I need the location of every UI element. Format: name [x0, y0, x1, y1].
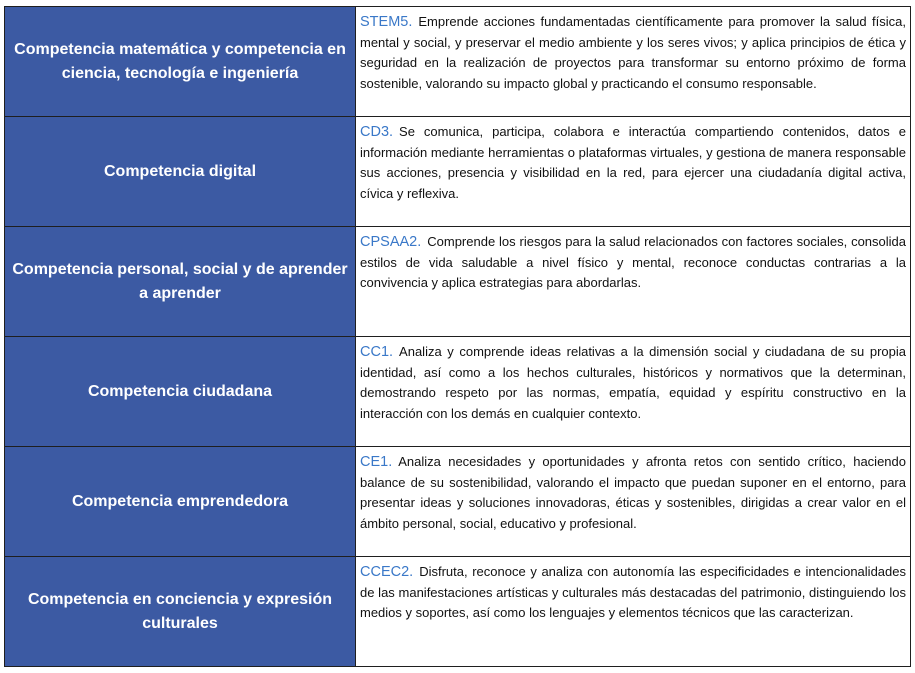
- descriptor-cell: [356, 117, 910, 226]
- competencia-label: Competencia digital: [5, 117, 356, 226]
- table-row: [5, 337, 910, 447]
- descriptor-code: CD3.: [360, 124, 394, 140]
- descriptor-text: Se comunica, participa, colabora e interactúa compartiendo contenidos, datos e información mediante herramientas o plataformas virtuales, y gestiona de manera responsable sus acciones, presencia y visibilidad en la red, para ejercer una ciudadanía digital activa, cívica y reflexiva.: [360, 124, 906, 201]
- descriptor-code: CE1.: [360, 454, 393, 470]
- descriptor-cell: [356, 7, 910, 116]
- competencias-table: [4, 6, 911, 667]
- competencia-label: Competencia personal, social y de aprender a aprender: [5, 227, 356, 336]
- descriptor-text: Emprende acciones fundamentadas científicamente para promover la salud física, mental y social, y preservar el medio ambiente y los seres vivos; y aplica principios de ética y seguridad en la realización de proyectos para transformar su entorno próximo de forma sostenible, valorando su impacto global y practicando el consumo responsable.: [360, 14, 906, 91]
- competencia-label: Competencia ciudadana: [5, 337, 356, 446]
- descriptor-text: Disfruta, reconoce y analiza con autonomía las especificidades e intencionalidades de las manifestaciones artísticas y culturales más destacadas del patrimonio, distinguiendo los medios y soportes, así como los lenguajes y elementos técnicos que las caracterizan.: [360, 564, 906, 620]
- table-row: [5, 7, 910, 117]
- descriptor-text: Comprende los riesgos para la salud relacionados con factores sociales, consolida estilos de vida saludable a nivel físico y mental, reconoce conductas contrarias a la convivencia y aplica estrategias para abordarlas.: [360, 234, 906, 290]
- descriptor-code: CC1.: [360, 344, 394, 360]
- descriptor-code: CPSAA2.: [360, 234, 422, 250]
- table-row: [5, 557, 910, 666]
- competencia-label: Competencia en conciencia y expresión culturales: [5, 557, 356, 666]
- table-row: [5, 117, 910, 227]
- descriptor-text: Analiza y comprende ideas relativas a la dimensión social y ciudadana de su propia identidad, así como a los hechos culturales, históricos y normativos que la determinan, demostrando respeto por las normas, empatía, equidad y espíritu constructivo en la interacción con los demás en cualquier contexto.: [360, 344, 906, 421]
- competencia-label: Competencia matemática y competencia en ciencia, tecnología e ingeniería: [5, 7, 356, 116]
- descriptor-code: CCEC2.: [360, 564, 414, 580]
- descriptor-cell: [356, 557, 910, 666]
- table-row: [5, 227, 910, 337]
- descriptor-cell: [356, 227, 910, 336]
- descriptor-text: Analiza necesidades y oportunidades y afronta retos con sentido crítico, haciendo balance de su sostenibilidad, valorando el impacto que puedan suponer en el entorno, para presentar ideas y soluciones innovadoras, éticas y sostenibles, dirigidas a crear valor en el ámbito personal, social, educativo y profesional.: [360, 454, 906, 531]
- descriptor-code: STEM5.: [360, 14, 413, 30]
- descriptor-cell: [356, 337, 910, 446]
- table-row: [5, 447, 910, 557]
- competencia-label: Competencia emprendedora: [5, 447, 356, 556]
- descriptor-cell: [356, 447, 910, 556]
